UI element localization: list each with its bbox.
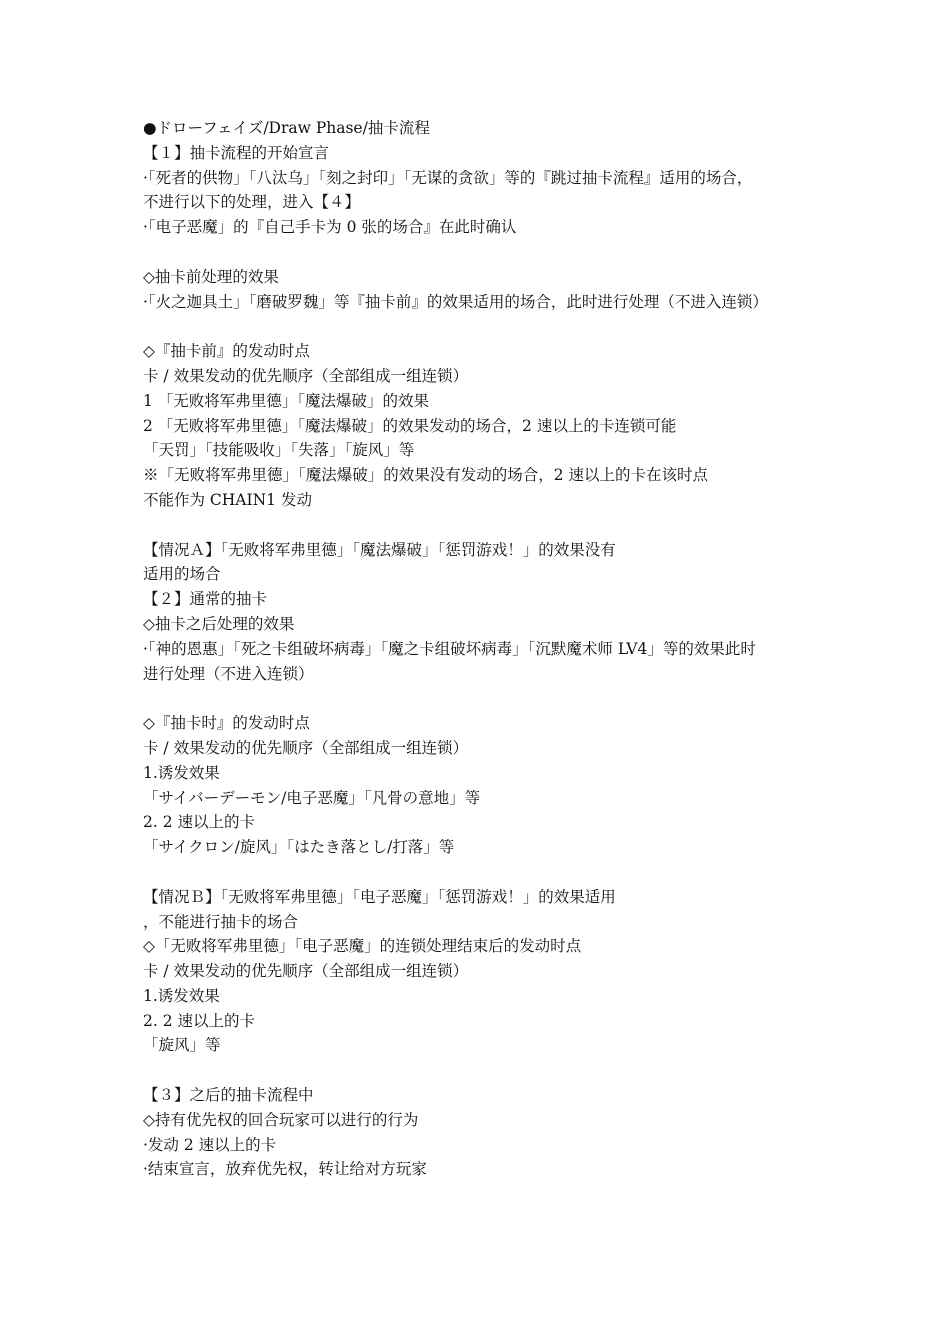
document-body [143, 116, 833, 1182]
blank-line [143, 240, 833, 265]
section-heading: ◇抽卡前处理的效果 [143, 267, 279, 286]
blank-line [143, 860, 833, 885]
text-line: 「天罚」「技能吸收」「失落」「旋风」等 [143, 441, 415, 460]
text-line: ·「死者的供物」「八汰乌」「刻之封印」「无谋的贪欲」等的『跳过抽卡流程』适用的场合， [143, 168, 753, 187]
text-line: 1 「无败将军弗里德」「魔法爆破」的效果 [143, 391, 430, 410]
text-line: 2. 2 速以上的卡 [143, 1011, 256, 1030]
text-line: ·结束宣言，放弃优先权，转让给对方玩家 [143, 1160, 427, 1179]
text-line: 卡 / 效果发动的优先顺序（全部组成一组连锁） [143, 366, 469, 385]
note-line: ※「无败将军弗里德」「魔法爆破」的效果没有发动的场合，2 速以上的卡在该时点 [143, 466, 709, 485]
text-line: 「旋风」等 [143, 1036, 221, 1055]
text-line: 卡 / 效果发动的优先顺序（全部组成一组连锁） [143, 738, 469, 757]
section-heading: ◇『抽卡前』的发动时点 [143, 342, 310, 361]
text-line: 进行处理（不进入连锁） [143, 664, 314, 683]
step-2-heading: 【２】通常的抽卡 [143, 590, 268, 609]
blank-line [143, 314, 833, 339]
text-line: 2 「无败将军弗里德」「魔法爆破」的效果发动的场合，2 速以上的卡连锁可能 [143, 416, 677, 435]
text-line: 2. 2 速以上的卡 [143, 813, 256, 832]
section-heading: ◇『抽卡时』的发动时点 [143, 714, 310, 733]
text-line: ·发动 2 速以上的卡 [143, 1135, 277, 1154]
blank-line [143, 686, 833, 711]
text-line: 1.诱发效果 [143, 986, 220, 1005]
text-line: 不进行以下的处理，进入【４】 [143, 193, 361, 212]
text-line: 1.诱发效果 [143, 763, 220, 782]
text-line: ·「神的恩惠」「死之卡组破坏病毒」「魔之卡组破坏病毒」「沉默魔术师 LV4」等的效果此时 [143, 639, 756, 658]
blank-line [143, 1058, 833, 1083]
text-line: 「サイクロン/旋风」「はたき落とし/打落」等 [143, 838, 455, 857]
step-3-heading: 【３】之后的抽卡流程中 [143, 1086, 314, 1105]
section-heading: ◇「无败将军弗里德」「电子恶魔」的连锁处理结束后的发动时点 [143, 937, 582, 956]
text-line: 卡 / 效果发动的优先顺序（全部组成一组连锁） [143, 962, 469, 981]
section-heading: ◇持有优先权的回合玩家可以进行的行为 [143, 1110, 419, 1129]
blank-line [143, 513, 833, 538]
text-line: ，不能进行抽卡的场合 [143, 912, 299, 931]
text-line: 适用的场合 [143, 565, 221, 584]
text-line: ·「火之迦具土」「磨破罗魏」等『抽卡前』的效果适用的场合，此时进行处理（不进入连锁） [143, 292, 768, 311]
heading-draw-phase: ●ドローフェイズ/Draw Phase/抽卡流程 [143, 119, 430, 137]
section-heading: ◇抽卡之后处理的效果 [143, 614, 295, 633]
case-b-heading: 【情况Ｂ】「无败将军弗里德」「电子恶魔」「惩罚游戏！」的效果适用 [143, 887, 616, 906]
text-line: 「サイバーデーモン/电子恶魔」「凡骨の意地」等 [143, 788, 481, 807]
case-a-heading: 【情况Ａ】「无败将军弗里德」「魔法爆破」「惩罚游戏！」的效果没有 [143, 540, 616, 559]
step-1-heading: 【１】抽卡流程的开始宣言 [143, 143, 330, 162]
text-line: 不能作为 CHAIN1 发动 [143, 490, 312, 509]
text-line: ·「电子恶魔」的『自己手卡为 0 张的场合』在此时确认 [143, 218, 517, 237]
